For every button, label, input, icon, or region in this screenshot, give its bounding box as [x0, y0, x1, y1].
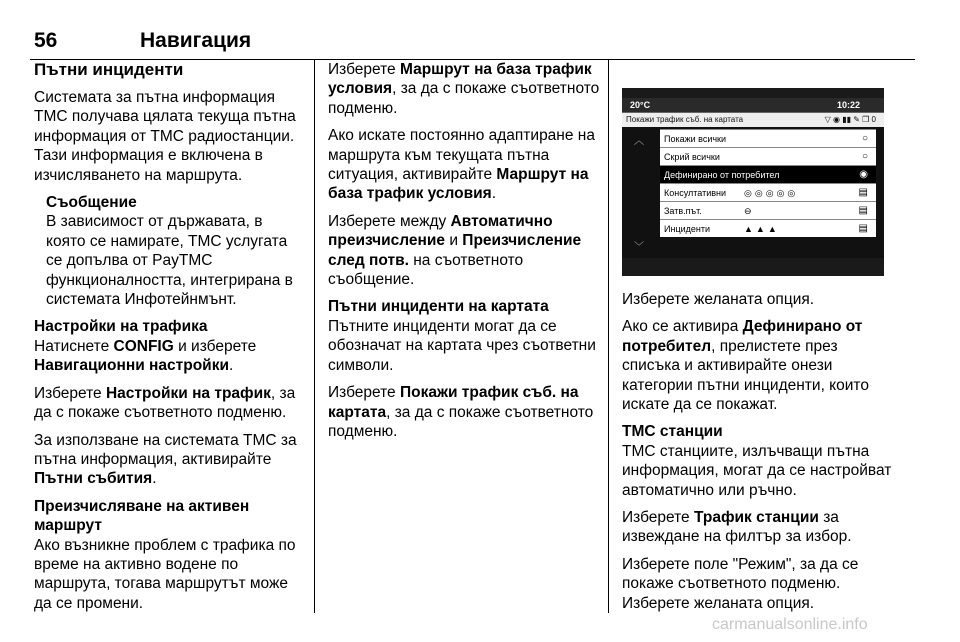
column-divider: [314, 60, 315, 613]
submenu-icon: ▤: [858, 205, 868, 216]
status-icons: ▽ ◉ ▮▮ ✎ ❐ 0: [824, 115, 876, 124]
radio-icon: ○: [861, 133, 868, 144]
temperature: 20°C: [630, 100, 651, 110]
radio-selected-icon: ◉: [859, 169, 868, 180]
list-item[interactable]: Консултативни ◎◎◎◎◎ ▤: [660, 183, 876, 201]
submenu-icon: ▤: [858, 223, 868, 234]
paragraph-tmc: За използване на системата ТМС за пътна информация, активирайте Пътни събития.: [34, 431, 297, 488]
paragraph-mode: Изберете поле "Режим", за да се покаже съответното подменю.: [622, 555, 859, 593]
list-item[interactable]: Скрий всички ○: [660, 147, 876, 165]
paragraph-user-defined: Ако се активира Дефинирано от потребител, прелистете през списъка и активирайте онези категории пътни инциденти, които искате да се покажат.: [622, 318, 869, 414]
heading-traffic-settings: Настройки на трафика: [34, 318, 208, 336]
intro-paragraph: Системата за пътна информация ТМС получава цялата текуща пътна информация от ТМС радиостанции. Тази информация е включена в изчисляването на маршрута.: [34, 89, 296, 184]
list-item[interactable]: Покажи всички ○: [660, 129, 876, 147]
submenu-icon: ▤: [858, 187, 868, 198]
radio-icon: ○: [861, 151, 868, 162]
column-divider: [608, 60, 609, 613]
list-item-selected[interactable]: Дефинирано от потребител ◉: [660, 165, 876, 183]
list-item[interactable]: Инциденти ▲▲▲ ▤: [660, 219, 876, 237]
page-number: 56: [34, 29, 58, 52]
page-title: Навигация: [140, 29, 252, 52]
paragraph-config: Натиснете CONFIG и изберете Навигационни настройки.: [34, 337, 257, 375]
note-text: В зависимост от държавата, в която се намирате, ТМС услугата се допълва от РayТМС функционалността, интегрирана в системата Инфотейнмънт.: [46, 213, 293, 309]
heading-tmc-stations: ТМС станции: [622, 423, 723, 441]
infotainment-screenshot: [622, 88, 884, 276]
column-1: [34, 60, 302, 621]
paragraph-traffic-stations: Изберете Трафик станции за извеждане на филтър за избор.: [622, 509, 852, 546]
paragraph-show-map: Изберете Покажи трафик съб. на картата, за да с покаже съответното подменю.: [328, 384, 594, 440]
screen: [622, 98, 884, 258]
column-3: [622, 290, 892, 621]
paragraph-select-option: Изберете желаната опция.: [622, 291, 815, 308]
paragraph-select-option-2: Изберете желаната опция.: [622, 594, 815, 612]
page-header: [30, 10, 885, 50]
paragraph-route-traffic: Изберете Маршрут на база трафик условия, за да с покаже съответното подменю.: [328, 61, 600, 117]
scroll-down-icon[interactable]: ﹀: [634, 242, 644, 253]
note-block: [34, 193, 302, 309]
clock: 10:22: [837, 100, 861, 110]
category-icons: ⊖: [744, 206, 755, 216]
section-title: Пътни инциденти: [34, 60, 184, 79]
option-list: [660, 129, 876, 237]
category-icons: ◎◎◎◎◎: [744, 188, 799, 198]
paragraph-adapt-route: Ако искате постоянно адаптиране на маршрута към текущата пътна ситуация, активирайте Маршрут на база трафик условия.: [328, 127, 595, 203]
list-item[interactable]: Затв.път. ⊖ ▤: [660, 201, 876, 219]
heading-reroute: Преизчисляване на активен маршрут: [34, 497, 250, 535]
screen-title: Покажи трафик съб. на картата ▽ ◉ ▮▮ ✎ ❐ 0: [622, 113, 884, 127]
paragraph-reroute: Ако възникне проблем с трафика по време на активно водене по маршрута, тогава маршрутът може да се промени.: [34, 536, 296, 612]
column-2: [328, 60, 600, 449]
note-title: Съобщение: [46, 194, 137, 212]
paragraph-select-traffic: Изберете Настройки на трафик, за да с покаже съответното подменю.: [34, 384, 296, 422]
status-bar: [622, 98, 884, 113]
watermark: carmanualsonline.info: [712, 616, 868, 633]
category-icons: ▲▲▲: [744, 224, 780, 234]
scroll-up-icon[interactable]: ︿: [634, 136, 644, 147]
heading-map-incidents: Пътни инциденти на картата: [328, 298, 549, 316]
paragraph-map-incidents: Пътните инциденти могат да се обозначат на картата чрез съответни символи.: [328, 317, 596, 374]
paragraph-recalc: Изберете между Автоматично преизчисление и Преизчисление след потв. на съответното съобщение.: [328, 212, 582, 289]
paragraph-tmc-stations: ТМС станциите, излъчващи пътна информация, могат да се настройват автоматично или ръчно.: [622, 442, 892, 499]
